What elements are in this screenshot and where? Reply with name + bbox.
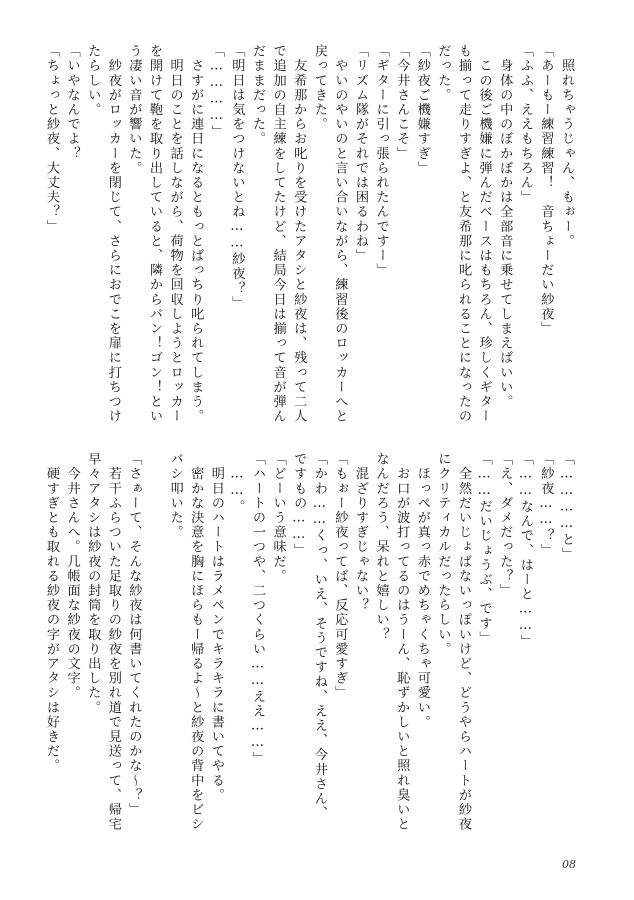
text-column: さすがに連日になるともっとばっちり叱られてしまう。 <box>188 44 204 424</box>
text-column: 「どーいう意味だ。 <box>270 452 286 584</box>
text-column: ……。 <box>229 452 245 514</box>
text-column: だった。 <box>435 44 451 103</box>
text-column: バシ叩いた。 <box>167 452 183 540</box>
text-column: お口が波打ってるのはうーん、恥ずかしいと照れ臭いと <box>394 452 410 832</box>
text-column: 「……なんで、はーと……」 <box>517 452 533 649</box>
text-column: う凄い音が響いた。 <box>126 44 142 176</box>
text-column: 「今井さんこそ」 <box>394 44 410 161</box>
text-column: たらしい。 <box>85 44 101 117</box>
text-column: 明日のことを話しながら、荷物を回収しようとロッカー <box>167 44 183 424</box>
text-column: 「リズム隊がそれでは困るわね」 <box>353 44 368 263</box>
text-column: ほっぺが真っ赤でめちゃくちゃ可愛い。 <box>414 452 430 730</box>
text-column: 「あーもー練習練習！ 音ちょーだい紗夜」 <box>538 44 554 336</box>
text-column: 硬すぎとも取れる紗夜の字がアタシは好きだ。 <box>44 452 59 774</box>
text-column: なんだろう、呆れと嬉しい？ <box>373 452 389 642</box>
text-column <box>142 452 166 822</box>
text-column: 「さぁーて、そんな紗夜は何書いてくれたのかな〜？」 <box>126 452 142 817</box>
text-column: 「いやなんでよ？ <box>64 44 80 161</box>
text-column: 「…………」 <box>208 44 224 139</box>
text-column: 今井さんへ。几帳面な紗夜の文字。 <box>64 452 80 701</box>
text-column: 若干ふらついた足取りの紗夜を別れ道で見送って、帰宅 <box>105 452 121 832</box>
text-column: 「かわ……くっ、いえ、そうですね、ええ、今井さん、 <box>311 452 327 821</box>
text-column: も揃って走りすぎよ、と友希那に叱られることになったの <box>456 44 471 424</box>
text-column: 「もぉー紗夜ってば、反応可愛すぎ」 <box>332 452 348 701</box>
text-column: 「え、ダメだった？」 <box>497 452 513 598</box>
text-column: 「明日は気をつけないとね……紗夜？」 <box>229 44 245 311</box>
text-column: にクリティカルだったらしい。 <box>435 452 451 657</box>
text-column: だままだった。 <box>250 44 265 147</box>
page-number: 08 <box>562 858 576 871</box>
text-column: を開けて鞄を取り出していると、隣からバン！ゴン！とい <box>147 44 162 424</box>
text-column: 密かな決意を胸にほらもー帰るよ〜と紗夜の背中をビシ <box>188 452 204 832</box>
text-column: 全然だいじょばないっぽいけど、どうやらハートが紗夜 <box>456 452 471 832</box>
text-column: やいのやいのと言い合いながら、練習後のロッカーへと <box>332 44 348 424</box>
text-block-top <box>42 44 578 424</box>
text-column: 「ふふ、ええもちろん」 <box>517 44 533 205</box>
text-column: 身体の中のぼかぼかは全部音に乗せてしまえばいい。 <box>497 44 513 409</box>
text-block-bottom <box>42 452 578 832</box>
text-column: 混ざりすぎじゃない？ <box>353 452 368 613</box>
text-column: 明日のハートはラメペンでキラキラに書いてやる。 <box>208 452 224 803</box>
text-column: 「ハートの一つや、二つくらい……ええ……」 <box>250 452 265 766</box>
text-column: 「紗夜ご機嫌すぎ」 <box>414 44 430 176</box>
text-column: 「ちょっと紗夜、大丈夫？」 <box>44 44 59 234</box>
text-column: この後ご機嫌に弾んだベースはもちろん、珍しくギター <box>476 44 492 424</box>
text-column: 紗夜がロッカーを閉じて、さらにおでこを扉に打ちつけ <box>105 44 121 424</box>
text-column: 友希那からお叱りを受けたアタシと紗夜は、残って二人 <box>291 44 307 424</box>
text-column: ですもの……」 <box>291 452 307 558</box>
text-column: 照れちゃうじゃん、もぉー。 <box>559 44 574 249</box>
text-column: 「紗夜……？」 <box>538 452 554 558</box>
text-column: で追加の自主練をしてたけど、結局今日は揃って音が弾ん <box>270 44 286 424</box>
text-column: 「ギターに引っ張られたんですー」 <box>373 44 389 278</box>
text-column: 「…………と」 <box>559 452 574 562</box>
text-column: 早々アタシは紗夜の封筒を取り出した。 <box>85 452 101 715</box>
text-column: 戻ってきた。 <box>311 44 327 132</box>
text-column: 「……だいじょうぶ、です」 <box>476 452 492 646</box>
